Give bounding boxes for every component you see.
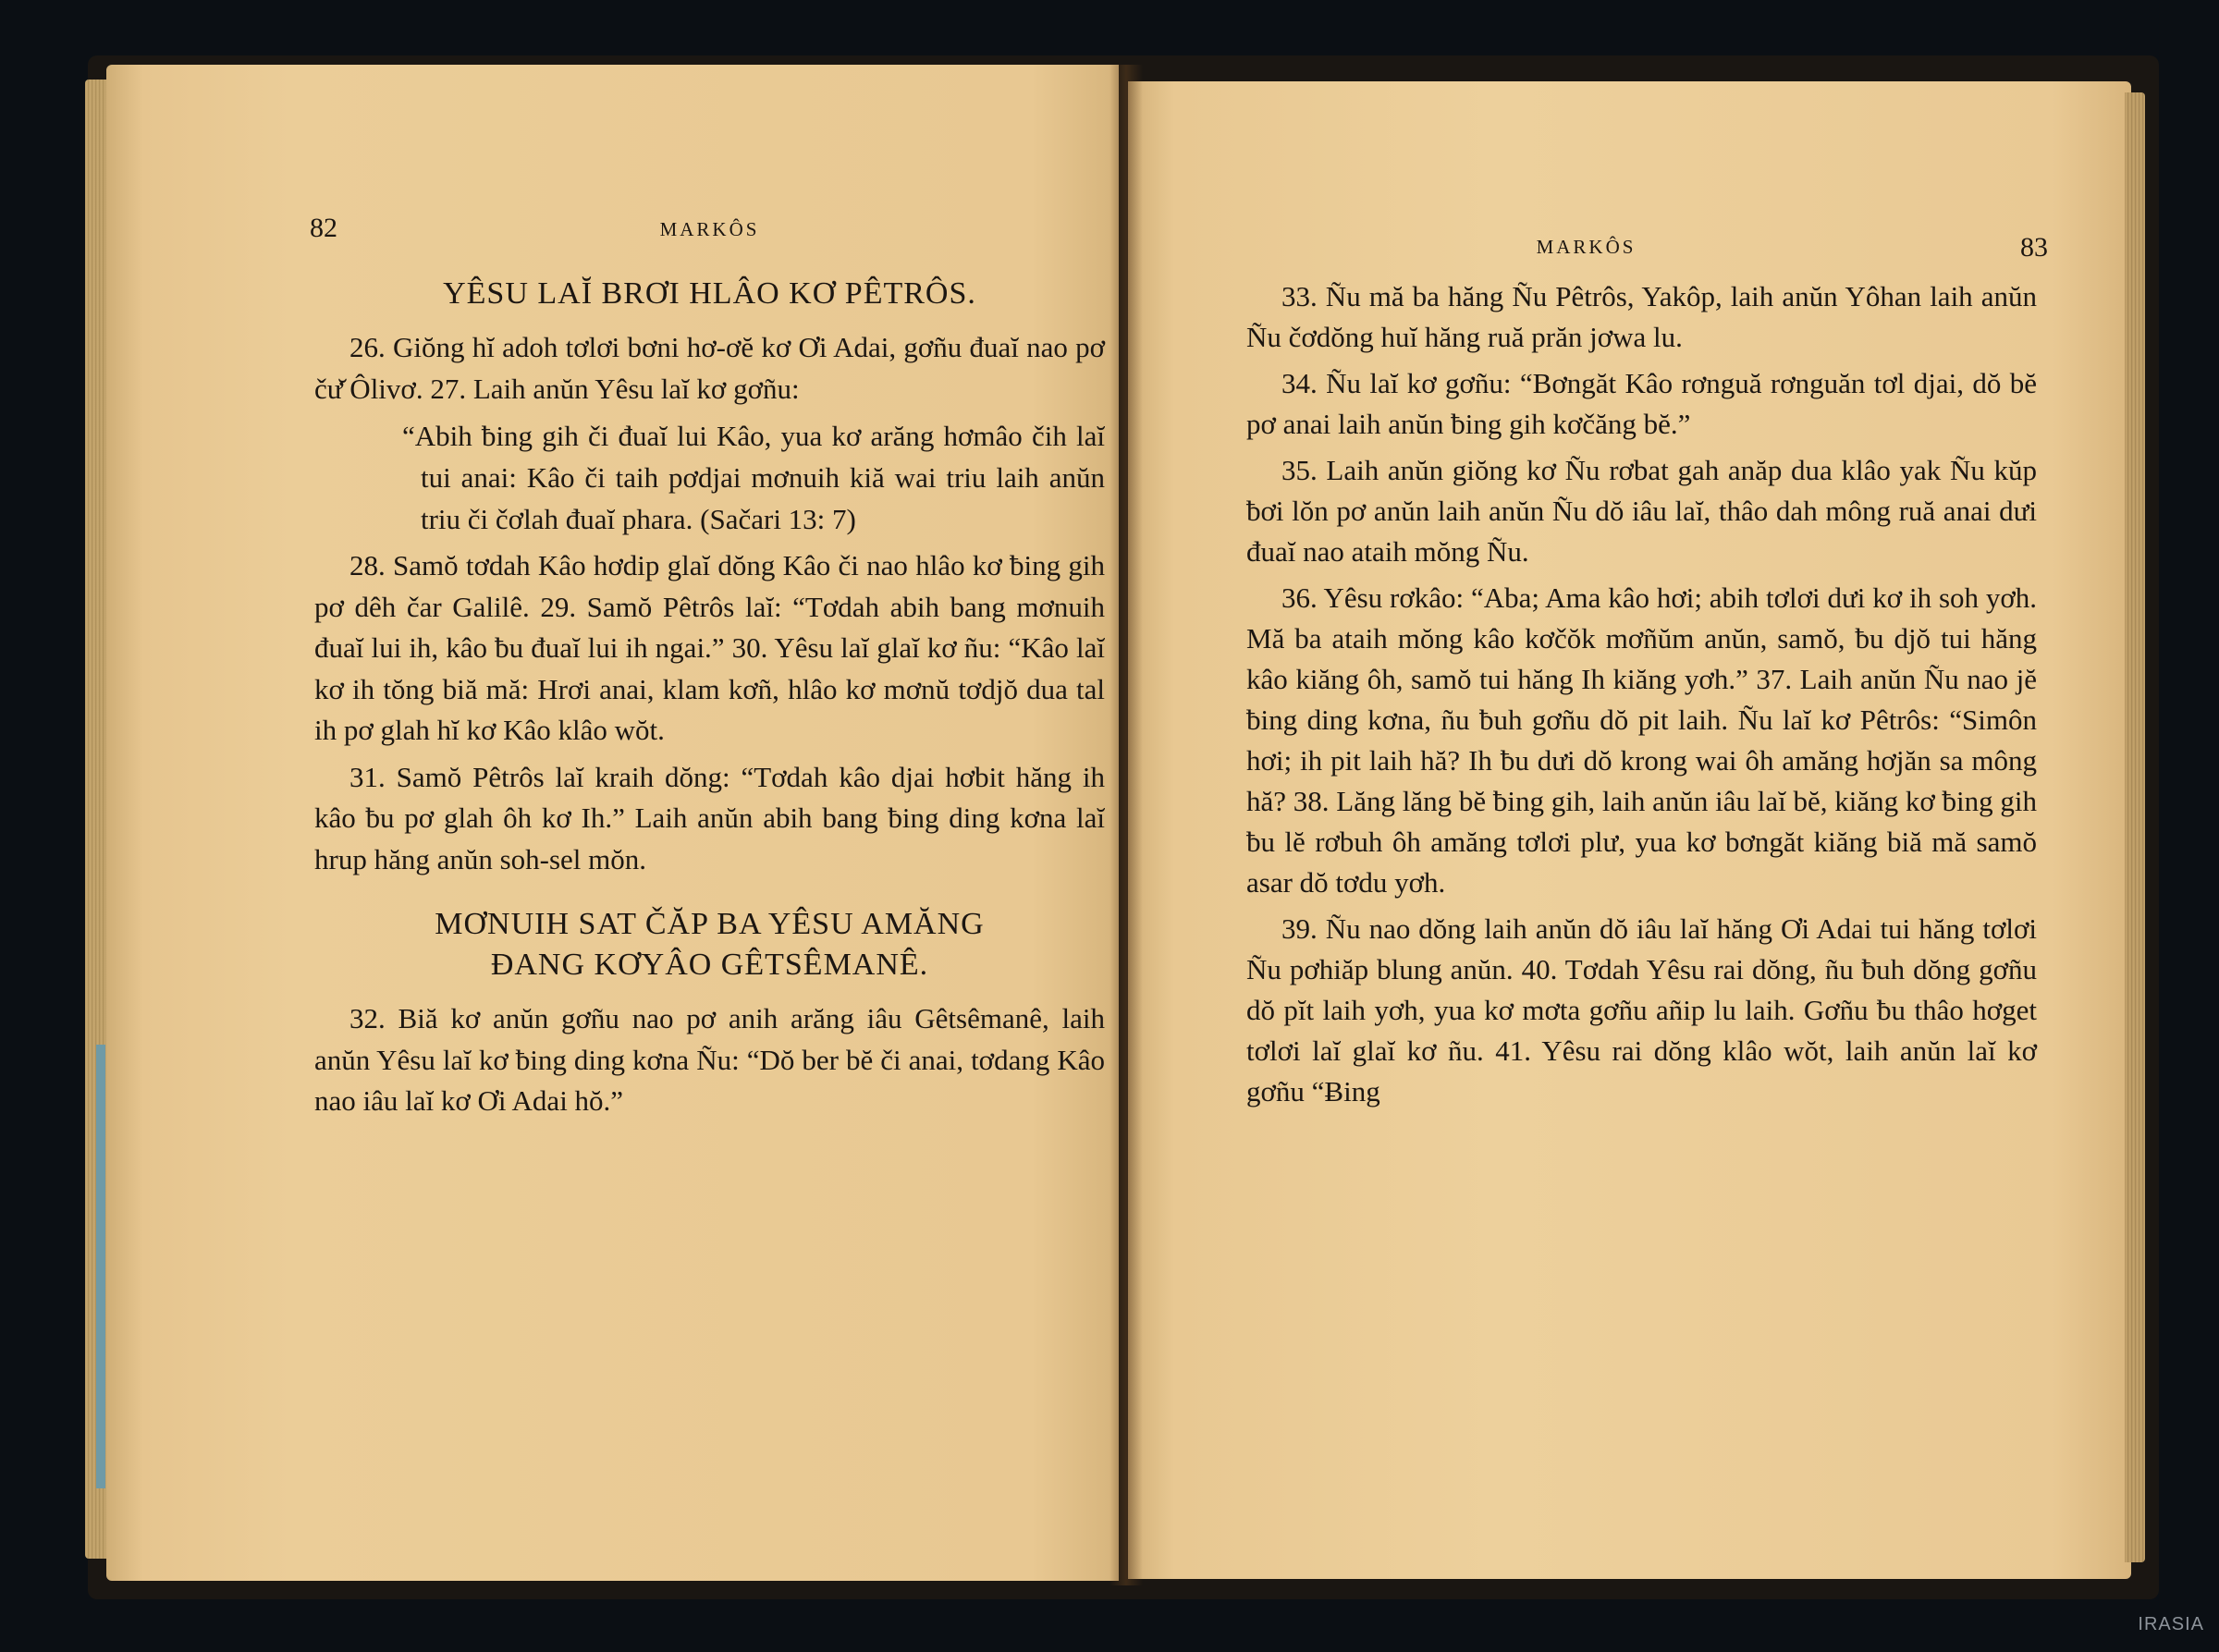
paragraph-verse-36: 36. Yêsu rơkâo: “Aba; Ama kâo hơi; abih tơlơi dưi kơ ih soh yơh. Mă ba ataih mŏng kâo kơčŏk mơñŭm anŭn, samŏ, ƀu djŏ tui hăng kâo kiăng ôh, samŏ tui hăng Ih kiăng yơh.” 37. Laih anŭn Ñu nao jĕ ƀing ding kơna, ñu ƀuh gơñu dŏ pit laih. Ñu laĭ kơ Pêtrôs: “Simôn hơi; ih pit laih hă? Ih ƀu dưi dŏ krong wai ôh amăng hơjăn sa mông hă? 38. Lăng lăng bĕ ƀing gih, laih anŭn iâu laĭ bĕ, kiăng kơ ƀing gih ƀu lĕ rơbuh ôh amăng tơlơi plư, yua kơ bơngăt kiăng biă mă samŏ asar dŏ tơdu yơh. [1246, 581, 2037, 899]
left-page-text [310, 213, 1105, 1128]
running-title-left: MARKÔS [659, 218, 760, 240]
section-heading-line-1: MƠNUIH SAT ČĂP BA YÊSU AMĂNG [435, 907, 985, 941]
section-heading-line-2: ĐANG KƠYÂO GÊTSÊMANÊ. [490, 948, 929, 982]
right-page-text [1246, 225, 2048, 1118]
paragraph-verse-32: 32. Biă kơ anŭn gơñu nao pơ anih arăng iâu Gêtsêmanê, laih anŭn Yêsu laĭ kơ ƀing ding kơna Ñu: “Dŏ ber bĕ či anai, tơdang Kâo nao iâu laĭ kơ Ơi Adai hŏ.” [314, 1002, 1105, 1117]
quotation-sachari: “Abih ƀing gih či đuaĭ lui Kâo, yua kơ arăng hơmâo čih laĭ tui anai: Kâo či taih pơdjai mơnuih kiă wai triu laih anŭn triu či čơlah đuaĭ phara. (Sačari 13: 7) [402, 420, 1105, 535]
paragraph-verse-28: 28. Samŏ tơdah Kâo hơdip glaĭ dŏng Kâo či nao hlâo kơ ƀing gih pơ dêh čar Galilê. 29. Samŏ Pêtrôs laĭ: “Tơdah abih bang mơnuih đuaĭ lui ih, kâo ƀu đuaĭ lui ih ngai.” 30. Yêsu laĭ glaĭ kơ ñu: “Kâo laĭ kơ ih tŏng biă mă: Hrơi anai, klam kơñ, hlâo kơ mơnŭ tơdjŏ dua tal ih pơ glah hĭ kơ Kâo klâo wŏt. [314, 549, 1105, 746]
running-title-right: MARKÔS [1536, 236, 1637, 258]
right-running-head [1246, 225, 2048, 276]
paragraph-verse-39: 39. Ñu nao dŏng laih anŭn dŏ iâu laĭ hăng Ơi Adai tui hăng tơlơi Ñu pơhiăp blung anŭn. 40. Tơdah Yêsu rai dŏng, ñu ƀuh dŏng gơñu dŏ pĭt laih yơh, yua kơ mơta gơñu añip lu laih. Gơñu ƀu thâo hơget tơlơi laĭ glaĭ kơ ñu. 41. Yêsu rai dŏng klâo wŏt, laih anŭn laĭ kơ gơñu “Ƀing [1246, 912, 2037, 1107]
paragraph-verse-35: 35. Laih anŭn giŏng kơ Ñu rơbat gah anăp dua klâo yak Ñu kŭp ƀơi lŏn pơ anŭn laih anŭn Ñu dŏ iâu laĭ, thâo dah mông ruă anai dưi đuaĭ nao ataih mŏng Ñu. [1246, 454, 2037, 568]
section-heading-petros: YÊSU LAĬ BRƠI HLÂO KƠ PÊTRÔS. [443, 276, 976, 311]
paragraph-verse-33: 33. Ñu mă ba hăng Ñu Pêtrôs, Yakôp, laih anŭn Yôhan laih anŭn Ñu čơdŏng huĭ hăng ruă prăn jơwa lu. [1246, 280, 2037, 353]
section-heading-getsemane [314, 904, 1105, 985]
book-gutter [1110, 65, 1143, 1585]
paragraph-verse-34: 34. Ñu laĭ kơ gơñu: “Bơngăt Kâo rơnguă rơnguăn tơl djai, dŏ bĕ pơ anai laih anŭn ƀing gih kơčăng bĕ.” [1246, 367, 2037, 440]
paragraph-verse-31: 31. Samŏ Pêtrôs laĭ kraih dŏng: “Tơdah kâo djai hơbit hăng ih kâo ƀu pơ glah ôh kơ Ih.” Laih anŭn abih bang ƀing ding kơna laĭ hrup hăng anŭn soh-sel mŏn. [314, 760, 1105, 875]
watermark: IRASIA [2138, 1614, 2204, 1634]
cover-edge [96, 1045, 105, 1488]
left-running-head [310, 213, 1105, 264]
right-page [1128, 81, 2131, 1579]
page-number-left: 82 [310, 213, 337, 243]
left-page [106, 65, 1119, 1581]
paragraph-verse-26: 26. Giŏng hĭ adoh tơlơi bơni hơ-ơĕ kơ Ơi Adai, gơñu đuaĭ nao pơ čư̆ Ôlivơ. 27. Laih anŭn Yêsu laĭ kơ gơñu: [314, 331, 1105, 405]
page-number-right: 83 [2020, 232, 2048, 263]
right-page-edges [2125, 92, 2145, 1562]
